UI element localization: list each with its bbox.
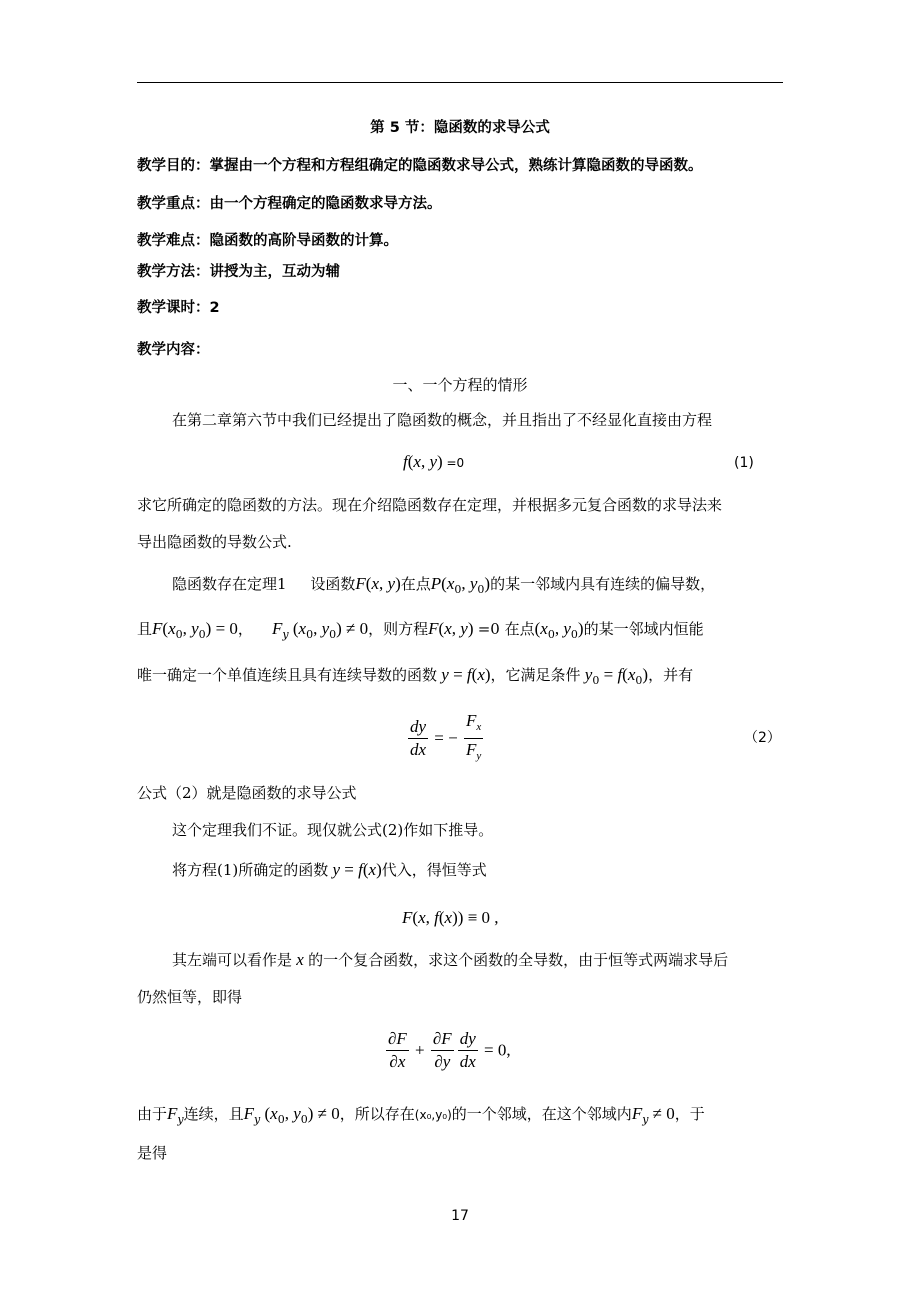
theorem-line-1: 隐函数存在定理1 设函数F(x, y)在点$P(x_0$, $y_0$)的某一邻域内具有连续的偏导数， — [172, 574, 716, 596]
theorem-text: ， — [237, 620, 253, 638]
point-label: (x₀,y₀) — [414, 1108, 452, 1122]
paragraph-7: 由于$F_y$连续，且$F_y$ ($x_0$, $y_0) \ne 0$，所以存在(x₀,y₀)的一个邻域，在这个邻域内$F_y \ne 0$，于 — [137, 1104, 705, 1126]
section-title: 第 5 节：隐函数的求导公式 — [370, 120, 550, 136]
teaching-key-point: 教学重点：由一个方程确定的隐函数求导方法。 — [137, 196, 442, 212]
subsection-title: 一、一个方程的情形 — [392, 376, 528, 394]
theorem-text: 唯一确定一个单值连续且具有连续导数的函数 — [137, 666, 438, 684]
teaching-hours: 教学课时：2 — [137, 300, 220, 316]
theorem-text: 在点 — [400, 575, 431, 593]
theorem-text: 且 — [137, 620, 153, 638]
paragraph-text: 由于 — [137, 1105, 168, 1123]
header-rule — [137, 82, 783, 83]
equation-2-number: （2） — [744, 730, 781, 746]
paragraph-text: 将方程(1)所确定的函数 — [172, 861, 329, 879]
teaching-content-label: 教学内容： — [137, 342, 210, 358]
paragraph-text: 连续，且 — [183, 1105, 244, 1123]
paragraph-6c: 仍然恒等，即得 — [137, 988, 243, 1006]
teaching-purpose: 教学目的：掌握由一个方程和方程组确定的隐函数求导公式，熟练计算隐函数的导函数。 — [137, 158, 703, 174]
theorem-text: ，则方程 — [368, 620, 429, 638]
paragraph-text: ，于 — [674, 1105, 705, 1123]
paragraph-text: ，所以存在 — [339, 1105, 415, 1123]
teaching-difficulty: 教学难点：隐函数的高阶导函数的计算。 — [137, 233, 398, 249]
paragraph-2b: 导出隐函数的导数公式. — [137, 533, 292, 551]
teaching-method: 教学方法：讲授为主，互动为辅 — [137, 264, 340, 280]
theorem-text: =0 在点 — [477, 620, 535, 638]
paragraph-2a: 求它所确定的隐函数的方法。现在介绍隐函数存在定理，并根据多元复合函数的求导法来 — [137, 496, 723, 514]
paragraph-1: 在第二章第六节中我们已经提出了隐函数的概念，并且指出了不经显化直接由方程 — [172, 411, 713, 429]
paragraph-text: 的一个复合函数，求这个函数的全导数，由于恒等式两端求导后 — [308, 951, 729, 969]
theorem-text: 设函数 — [310, 575, 356, 593]
equation-2: $\frac{dy}{dx}$ = − $\frac{F_x}{F_y}$ — [410, 711, 482, 762]
theorem-label: 隐函数存在定理1 — [172, 575, 287, 593]
paragraph-text: 代入，得恒等式 — [381, 861, 487, 879]
theorem-text: ，它满足条件 — [490, 666, 581, 684]
paragraph-4: 这个定理我们不证。现仅就公式(2)作如下推导。 — [172, 821, 494, 839]
theorem-line-2: 且$F(x_0$, $y_0) = 0$， $F_y$ ($x_0$, $y_0) \ne 0$，则方程F(x, y) =0 在点($x_0$, $y_0$)的某一邻域内恒能 — [137, 619, 704, 641]
equation-1: f(x, y) =0 — [403, 452, 465, 471]
paragraph-text: 其左端可以看作是 — [172, 951, 293, 969]
paragraph-3: 公式（2）就是隐函数的求导公式 — [137, 784, 357, 802]
paragraph-5: 将方程(1)所确定的函数 y = f(x)代入，得恒等式 — [172, 860, 487, 879]
theorem-text: 的某一邻域内具有连续的偏导数， — [490, 575, 716, 593]
page-number: 17 — [451, 1208, 469, 1224]
paragraph-text: 的一个邻域，在这个邻域内 — [451, 1105, 632, 1123]
theorem-text: ，并有 — [648, 666, 694, 684]
theorem-line-3: 唯一确定一个单值连续且具有连续导数的函数 y = f(x)，它满足条件 $y_0 = f(x_0)$，并有 — [137, 665, 694, 687]
paragraph-8: 是得 — [137, 1144, 168, 1162]
paragraph-6a: 其左端可以看作是 x 的一个复合函数，求这个函数的全导数，由于恒等式两端求导后 — [172, 950, 729, 969]
equation-3: F(x, f(x)) ≡ 0 , — [402, 908, 499, 927]
theorem-text: 的某一邻域内恒能 — [583, 620, 704, 638]
equation-1-number: (1) — [734, 455, 754, 471]
equation-4: $\frac{\partial F}{\partial x}$ + $\frac{\partial F}{\partial y}$ $\frac{dy}{dx}$ = 0, — [388, 1029, 511, 1071]
